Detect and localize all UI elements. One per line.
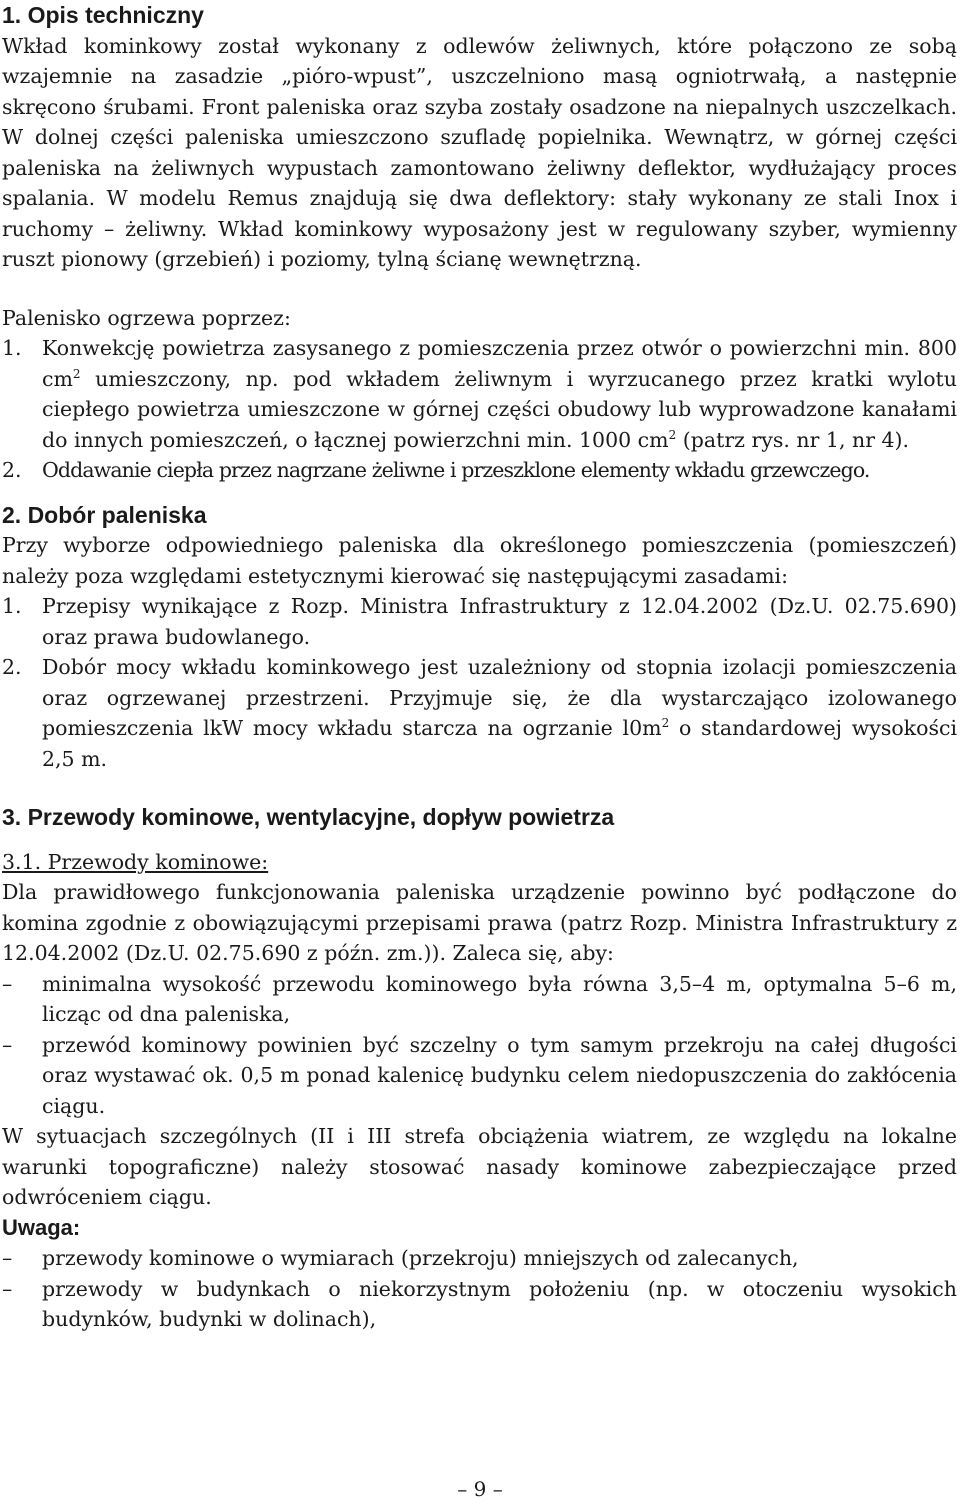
section-2-title: 2. Dobór paleniska xyxy=(2,501,207,528)
selection-item-2-text: Dobór mocy wkładu kominkowego jest uzależniony od stopnia izolacji pomieszczenia oraz ogrzewanej przestrzeni. Przyjmuje się, że dla wystarczająco izolowanego pomieszczenia lkW mocy wkładu starcza na ogrzanie $l0m^2$ o standardowej wysokości 2,5 m. xyxy=(42,655,958,771)
section-1-paragraph: Wkład kominkowy został wykonany z odlewów żeliwnych, które połączono ze sobą wzajemnie na zasadzie „pióro-wpust”, uszczelniono masą ogniotrwałą, a następnie skręcono śrubami. Front paleniska oraz szyba zostały osadzone na niepalnych uszczelkach. W dolnej części paleniska umieszczono szufladę popielnika. Wewnątrz, w górnej części paleniska na żeliwnych wypustach zamontowano żeliwny deflektor, wydłużający proces spalania. W modelu Remus znajdują się dwa deflektory: stały wykonany ze stali Inox i ruchomy – żeliwny. Wkład kominkowy wyposażony jest w regulowany szyber, wymienny ruszt pionowy (grzebień) i poziomy, tylną ścianę wewnętrzną. xyxy=(2,33,957,271)
note-bullet-2-text: przewody w budynkach o niekorzystnym położeniu (np. w otoczeniu wysokich budynków, budynki w dolinach), xyxy=(42,1276,957,1331)
heating-item-2-number: 2. xyxy=(2,458,22,482)
selection-item-2 xyxy=(2,652,957,774)
heating-item-2 xyxy=(2,455,957,486)
heating-item-1 xyxy=(2,333,957,455)
selection-item-2-number: 2. xyxy=(2,655,22,679)
section-3-1-subtitle: 3.1. Przewody kominowe: xyxy=(2,849,269,874)
selection-item-1-text: Przepisy wynikające z Rozp. Ministra Infrastruktury z 12.04.2002 (Dz.U. 02.75.690) oraz prawa budowlanego. xyxy=(42,594,957,649)
note-label: Uwaga: xyxy=(2,1214,81,1240)
note-bullet-1 xyxy=(2,1243,957,1274)
dash-marker: – xyxy=(2,971,13,996)
section-3-1-intro: Dla prawidłowego funkcjonowania paleniska urządzenie powinno być podłączone do komina zgodnie z obowiązującymi przepisami prawa (patrz Rozp. Ministra Infrastruktury z 12.04.2002 (Dz.U. 02.75.690 z późn. zm.)). Zaleca się, aby: xyxy=(2,880,957,965)
note-bullet-2 xyxy=(2,1274,957,1335)
heating-item-1-text: Konwekcję powietrza zasysanego z pomieszczenia przez otwór o powierzchni min. 800 $cm^2$ umieszczony, np. pod wkładem żeliwnym i wyrzucanego przez kratki wylotu ciepłego powietrza umieszczone w górnej części obudowy lub wyprowadzone kanałami do innych pomieszczeń, o łącznej powierzchni min. 1000 $cm^2$ (patrz rys. nr 1, nr 4). xyxy=(42,336,957,452)
document-page xyxy=(2,0,957,1335)
selection-item-1 xyxy=(2,591,957,652)
page-number: – 9 – xyxy=(457,1477,503,1501)
section-2-intro: Przy wyborze odpowiedniego paleniska dla określonego pomieszczenia (pomieszczeń) należy poza względami estetycznymi kierować się następującymi zasadami: xyxy=(2,533,957,588)
note-bullet-1-text: przewody kominowe o wymiarach (przekroju) mniejszych od zalecanych, xyxy=(42,1246,799,1270)
dash-marker: – xyxy=(2,1032,13,1057)
section-3-title: 3. Przewody kominowe, wentylacyjne, dopływ powietrza xyxy=(2,804,615,830)
dash-marker: – xyxy=(2,1246,13,1270)
heating-item-2-text: Oddawanie ciepła przez nagrzane żeliwne i przeszklone elementy wkładu grzewczego. xyxy=(42,458,870,482)
section-1-title: 1. Opis techniczny xyxy=(2,2,204,28)
chimney-bullet-1 xyxy=(2,969,957,1030)
dash-marker: – xyxy=(2,1276,13,1301)
chimney-bullet-2 xyxy=(2,1030,957,1122)
special-situations-paragraph: W sytuacjach szczególnych (II i III strefa obciążenia wiatrem, ze względu na lokalne warunki topograficzne) należy stosować nasady kominowe zabezpieczające przed odwróceniem ciągu. xyxy=(2,1124,957,1209)
selection-item-1-number: 1. xyxy=(2,594,22,618)
chimney-bullet-2-text: przewód kominowy powinien być szczelny o tym samym przekroju na całej długości oraz wystawać ok. 0,5 m ponad kalenicę budynku celem niedopuszczenia do zakłócenia ciągu. xyxy=(42,1032,957,1118)
heating-intro: Palenisko ogrzewa poprzez: xyxy=(2,305,291,330)
chimney-bullet-1-text: minimalna wysokość przewodu kominowego była równa 3,5–4 m, optymalna 5–6 m, licząc od dna paleniska, xyxy=(42,971,957,1026)
heating-item-1-number: 1. xyxy=(2,336,22,360)
